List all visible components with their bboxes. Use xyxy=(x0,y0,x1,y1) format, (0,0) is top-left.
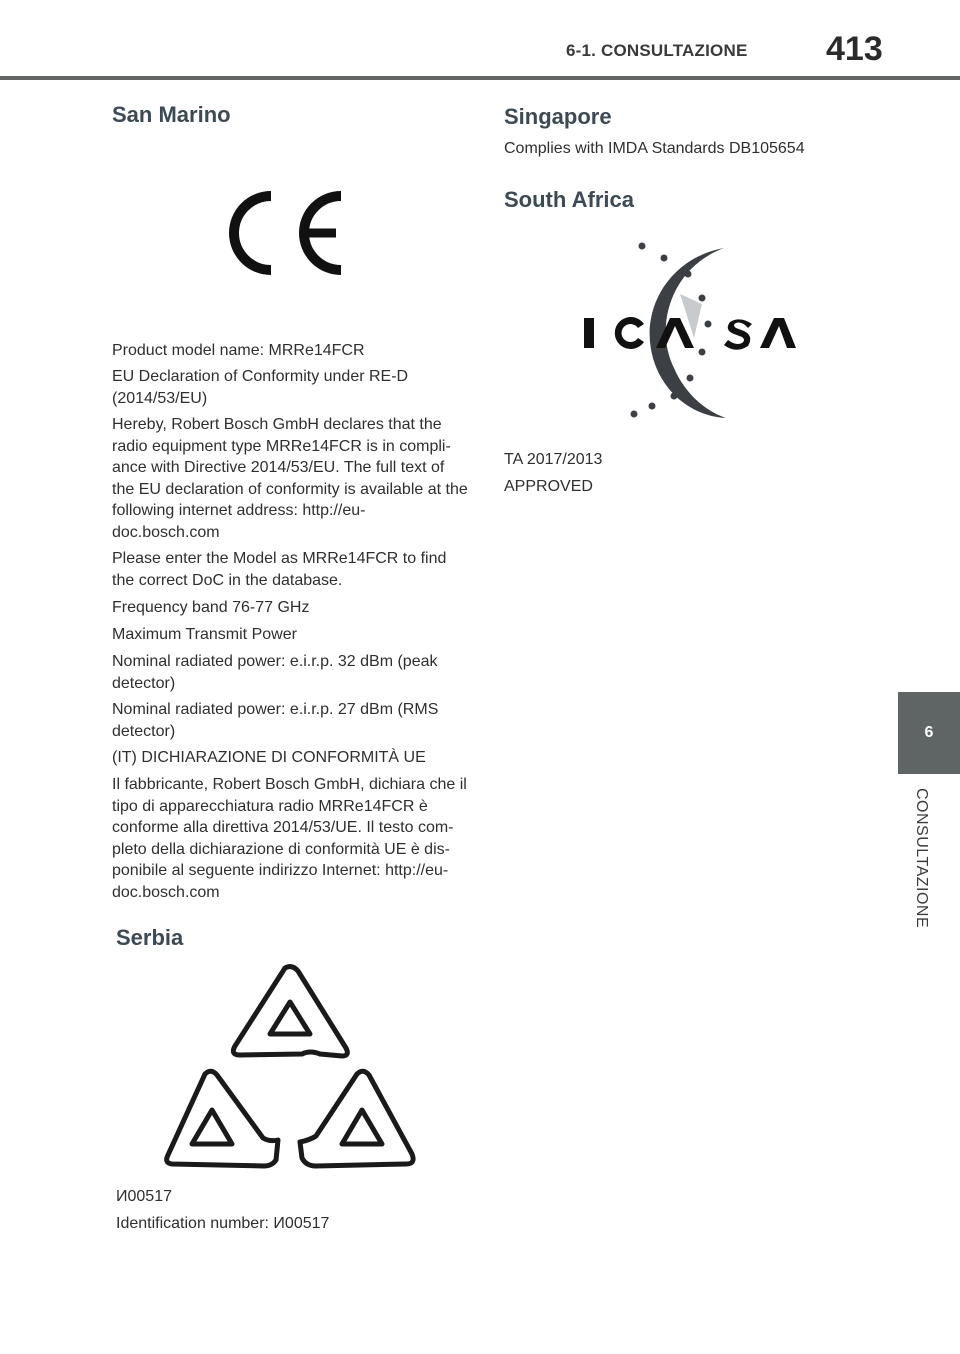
san-marino-paragraph: Il fabbricante, Robert Bosch GmbH, dichiara che il tipo di apparecchiatura radio MRRe14FCR è conforme alla direttiva 2014/53/UE. Il testo com-pleto della dichiarazione di conformità UE è dis-ponibile al seguente indirizzo Internet: http://eu-doc.bosch.com xyxy=(112,776,467,901)
south-africa-paragraph: TA 2017/2013 xyxy=(504,451,603,468)
serbia-mark-icon xyxy=(160,962,420,1170)
san-marino-paragraph: Product model name: MRRe14FCR xyxy=(112,342,365,359)
page-number: 413 xyxy=(826,30,883,68)
san-marino-paragraph: Maximum Transmit Power xyxy=(112,626,297,643)
san-marino-paragraph: (IT) DICHIARAZIONE DI CONFORMITÀ UE xyxy=(112,749,426,766)
san-marino-paragraph: Frequency band 76-77 GHz xyxy=(112,599,310,616)
icasa-logo-icon xyxy=(578,238,796,424)
serbia-paragraph: И00517 xyxy=(116,1188,172,1205)
heading-south-africa: South Africa xyxy=(504,187,634,212)
singapore-paragraph: Complies with IMDA Standards DB105654 xyxy=(504,140,805,157)
running-header-title: 6-1. CONSULTAZIONE xyxy=(566,41,748,60)
chapter-side-label: CONSULTAZIONE xyxy=(913,788,930,929)
ce-mark-icon xyxy=(222,188,348,278)
san-marino-paragraph: Nominal radiated power: e.i.r.p. 32 dBm (peak detector) xyxy=(112,653,438,692)
south-africa-paragraph: APPROVED xyxy=(504,478,593,495)
heading-serbia: Serbia xyxy=(116,925,184,950)
heading-san-marino: San Marino xyxy=(112,102,231,127)
chapter-number: 6 xyxy=(924,724,934,741)
serbia-paragraph: Identification number: И00517 xyxy=(116,1215,330,1232)
san-marino-paragraph: Nominal radiated power: e.i.r.p. 27 dBm (RMS detector) xyxy=(112,701,439,740)
header-divider xyxy=(0,76,960,80)
heading-singapore: Singapore xyxy=(504,104,612,129)
chapter-tab xyxy=(898,692,960,774)
san-marino-paragraph: Please enter the Model as MRRe14FCR to find the correct DoC in the database. xyxy=(112,550,447,589)
san-marino-paragraph: Hereby, Robert Bosch GmbH declares that the radio equipment type MRRe14FCR is in compli-ance with Directive 2014/53/EU. The full text of the EU declaration of conformity is available at the following internet address: http://eu-doc.bosch.com xyxy=(112,416,468,541)
san-marino-paragraph: EU Declaration of Conformity under RE-D (2014/53/EU) xyxy=(112,368,409,407)
